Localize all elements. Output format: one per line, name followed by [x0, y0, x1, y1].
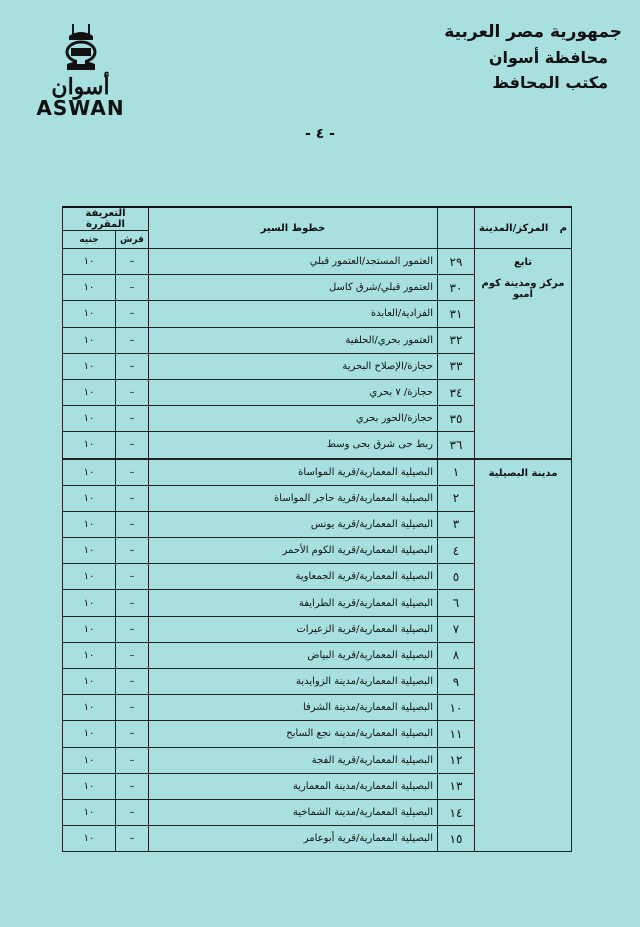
- route-cell: البصيلية المعمارية/مدينة الزوايدية: [148, 669, 437, 695]
- centre-cell: [475, 459, 572, 852]
- gnih-cell: ١٠: [63, 642, 116, 668]
- gnih-cell: ١٠: [63, 301, 116, 327]
- qirsh-cell: –: [116, 721, 149, 747]
- row-number: ٧: [438, 616, 475, 642]
- gnih-cell: ١٠: [63, 485, 116, 511]
- row-number: ٣: [438, 511, 475, 537]
- row-number: ٣٣: [438, 353, 475, 379]
- gnih-cell: ١٠: [63, 406, 116, 432]
- route-cell: البصيلية المعمارية/قرية الجمعاوية: [148, 564, 437, 590]
- gnih-cell: ١٠: [63, 695, 116, 721]
- row-number: ٣٠: [438, 275, 475, 301]
- row-number: ١٣: [438, 773, 475, 799]
- qirsh-cell: –: [116, 511, 149, 537]
- route-cell: العتمور قبلي/شرق كاسل: [148, 275, 437, 301]
- row-number: ٨: [438, 642, 475, 668]
- letterhead: [444, 22, 622, 98]
- gnih-cell: ١٠: [63, 511, 116, 537]
- qirsh-cell: –: [116, 485, 149, 511]
- qirsh-cell: –: [116, 459, 149, 486]
- gnih-cell: ١٠: [63, 353, 116, 379]
- qirsh-cell: –: [116, 301, 149, 327]
- row-number: ١٥: [438, 826, 475, 852]
- row-number: ١٤: [438, 799, 475, 825]
- header-gnih: جنيه: [63, 231, 116, 249]
- gnih-cell: ١٠: [63, 669, 116, 695]
- route-cell: البصيلية المعمارية/مدينة نجع السابح: [148, 721, 437, 747]
- fare-table-body: [63, 249, 572, 852]
- gnih-cell: ١٠: [63, 799, 116, 825]
- qirsh-cell: –: [116, 669, 149, 695]
- route-cell: البصيلية المعمارية/مدينة المعمارية: [148, 773, 437, 799]
- route-cell: البصيلية المعمارية/مدينة الشماخية: [148, 799, 437, 825]
- row-number: ٣٤: [438, 379, 475, 405]
- header-fare: التعريفة المقررة: [63, 207, 149, 231]
- logo-english-text: ASWAN: [36, 96, 125, 120]
- logo-emblem-icon: [59, 22, 103, 74]
- row-number: ٣٦: [438, 432, 475, 459]
- qirsh-cell: –: [116, 353, 149, 379]
- row-number: ٣١: [438, 301, 475, 327]
- route-cell: البصيلية المعمارية/قرية البياض: [148, 642, 437, 668]
- route-cell: حجازة/الإصلاح البحرية: [148, 353, 437, 379]
- qirsh-cell: –: [116, 432, 149, 459]
- qirsh-cell: –: [116, 826, 149, 852]
- route-cell: البصيلية المعمارية/قرية الطرايفة: [148, 590, 437, 616]
- qirsh-cell: –: [116, 747, 149, 773]
- row-number: ٤: [438, 538, 475, 564]
- qirsh-cell: –: [116, 695, 149, 721]
- qirsh-cell: –: [116, 406, 149, 432]
- centre-name: مدينة البصيلية: [488, 467, 558, 479]
- header-m: م: [559, 222, 567, 234]
- row-number: ١: [438, 459, 475, 486]
- header-centre-label: المركز/المدينة: [479, 222, 549, 234]
- header-route: خطوط السير: [148, 207, 437, 249]
- header-qirsh: قرش: [116, 231, 149, 249]
- gnih-cell: ١٠: [63, 538, 116, 564]
- gnih-cell: ١٠: [63, 564, 116, 590]
- row-number: ٥: [438, 564, 475, 590]
- gnih-cell: ١٠: [63, 249, 116, 275]
- letterhead-country: جمهورية مصر العربية: [444, 22, 622, 42]
- header-centre: [475, 207, 572, 249]
- route-cell: العتمور المستجد/العتمور قبلي: [148, 249, 437, 275]
- row-number: ٦: [438, 590, 475, 616]
- qirsh-cell: –: [116, 564, 149, 590]
- route-cell: البصيلية المعمارية/قرية المواساة: [148, 459, 437, 486]
- route-cell: حجازة/الحور بحري: [148, 406, 437, 432]
- table-row: [63, 459, 572, 486]
- route-cell: البصيلية المعمارية/قرية الزعيرات: [148, 616, 437, 642]
- route-cell: ربط حى شرق بحى وسط: [148, 432, 437, 459]
- route-cell: العتمور بحري/الحلفية: [148, 327, 437, 353]
- table-row: [63, 249, 572, 275]
- row-number: ٣٢: [438, 327, 475, 353]
- route-cell: البصيلية المعمارية/قرية الكوم الأحمر: [148, 538, 437, 564]
- row-number: ٢: [438, 485, 475, 511]
- gnih-cell: ١٠: [63, 773, 116, 799]
- route-cell: البصيلية المعمارية/قرية حاجر المواساة: [148, 485, 437, 511]
- route-cell: البصيلية المعمارية/قرية الفجة: [148, 747, 437, 773]
- header-number: [438, 207, 475, 249]
- page-number: - ٤ -: [305, 126, 335, 142]
- letterhead-governorate: محافظة أسوان: [488, 48, 608, 67]
- qirsh-cell: –: [116, 616, 149, 642]
- row-number: ١١: [438, 721, 475, 747]
- centre-name: تابع: [513, 257, 533, 268]
- row-number: ١٠: [438, 695, 475, 721]
- gnih-cell: ١٠: [63, 826, 116, 852]
- qirsh-cell: –: [116, 327, 149, 353]
- logo-arabic-text: أسوان: [51, 74, 110, 100]
- gnih-cell: ١٠: [63, 275, 116, 301]
- qirsh-cell: –: [116, 379, 149, 405]
- gnih-cell: ١٠: [63, 459, 116, 486]
- qirsh-cell: –: [116, 590, 149, 616]
- gnih-cell: ١٠: [63, 432, 116, 459]
- centre-cell: [475, 249, 572, 459]
- route-cell: البصيلية المعمارية/قرية يونس: [148, 511, 437, 537]
- qirsh-cell: –: [116, 773, 149, 799]
- gnih-cell: ١٠: [63, 747, 116, 773]
- gnih-cell: ١٠: [63, 721, 116, 747]
- route-cell: البصيلية المعمارية/مدينة الشرفا: [148, 695, 437, 721]
- gnih-cell: ١٠: [63, 616, 116, 642]
- row-number: ٣٥: [438, 406, 475, 432]
- route-cell: الفزادية/العابدة: [148, 301, 437, 327]
- letterhead-office: مكتب المحافظ: [492, 73, 608, 92]
- route-cell: البصيلية المعمارية/قرية أبوعامر: [148, 826, 437, 852]
- gnih-cell: ١٠: [63, 590, 116, 616]
- centre-name: مركز ومدينة كوم امبو: [481, 278, 565, 300]
- gnih-cell: ١٠: [63, 379, 116, 405]
- qirsh-cell: –: [116, 275, 149, 301]
- row-number: ٢٩: [438, 249, 475, 275]
- row-number: ١٢: [438, 747, 475, 773]
- qirsh-cell: –: [116, 538, 149, 564]
- gnih-cell: ١٠: [63, 327, 116, 353]
- route-cell: حجازة/ ٧ بحري: [148, 379, 437, 405]
- qirsh-cell: –: [116, 642, 149, 668]
- qirsh-cell: –: [116, 799, 149, 825]
- qirsh-cell: –: [116, 249, 149, 275]
- row-number: ٩: [438, 669, 475, 695]
- fare-table: [62, 206, 572, 852]
- aswan-logo: [18, 22, 143, 132]
